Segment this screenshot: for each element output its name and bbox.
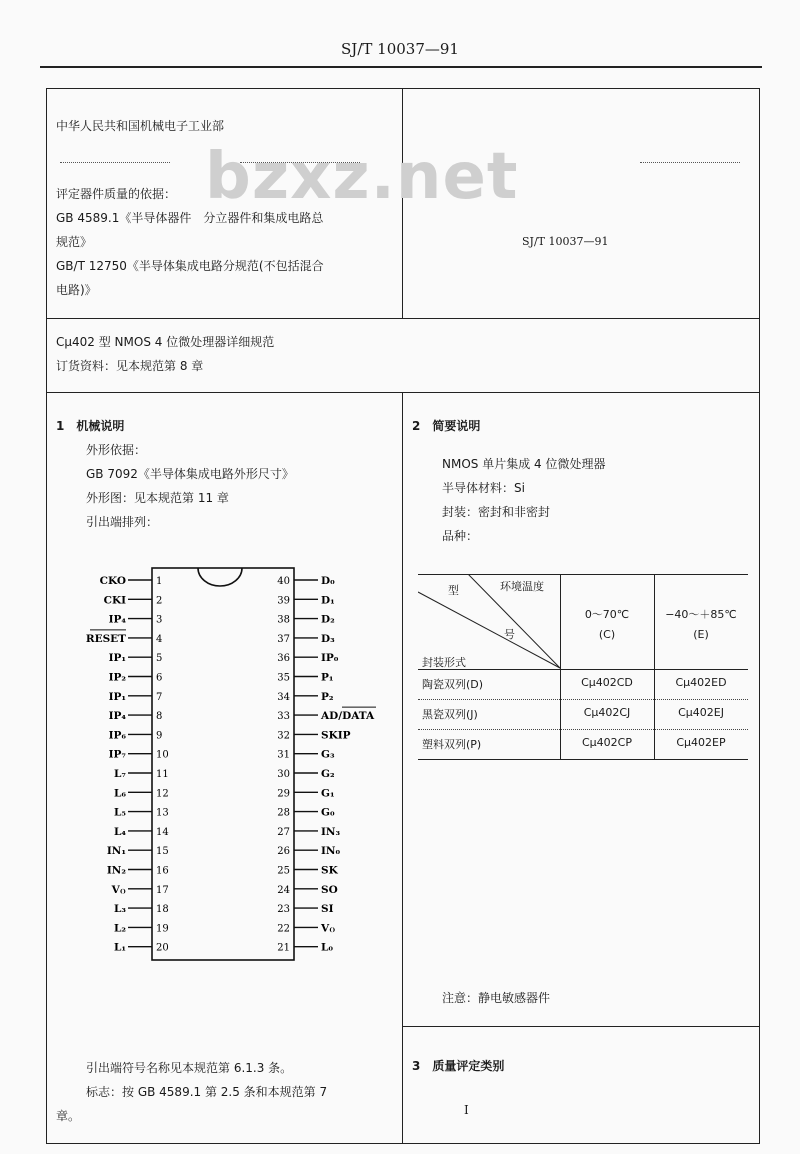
pin-number-right: 40 [277, 576, 290, 587]
section3-heading: 3 质量评定类别 [412, 1059, 505, 1073]
pin-number-right: 39 [277, 595, 290, 607]
pin-label-right: D₃ [321, 632, 335, 645]
table-header-package: 封装形式 [422, 656, 466, 669]
pin-label-right: L₀ [321, 941, 333, 954]
pin-label-left: IP₁ [108, 652, 126, 665]
section3-value: I [464, 1103, 469, 1117]
section1-line: 引出端排列： [86, 515, 159, 529]
pinout-diagram [70, 560, 390, 970]
frame-right [759, 88, 760, 1144]
pin-label-right: D₀ [321, 575, 335, 587]
section2-line: NMOS 单片集成 4 位微处理器 [442, 457, 606, 471]
pin-label-right: SKIP [321, 729, 351, 742]
pin-number-left: 12 [156, 788, 169, 800]
pin-label-right: SO [321, 883, 338, 896]
table-col-c-range: 0～70℃ [584, 608, 630, 621]
pin-number-right: 30 [277, 769, 290, 780]
pin-number-left: 10 [156, 749, 169, 761]
pin-label-right: G₁ [321, 787, 335, 800]
table-row-e: Cμ402ED [675, 676, 727, 689]
frame-bottom [46, 1143, 760, 1144]
pin-label-left: IP₂ [108, 671, 126, 684]
ministry-underline [60, 162, 170, 163]
section1-heading: 1 机械说明 [56, 419, 125, 433]
basis-title: 评定器件质量的依据： [56, 187, 177, 201]
table-row-e: Cμ402EP [676, 736, 726, 749]
pin-label-right: P₂ [321, 690, 334, 703]
pin-number-left: 1 [156, 576, 163, 587]
pin-label-left: IN₁ [106, 845, 126, 858]
pin-label-right: P₁ [321, 671, 334, 684]
pin-label-left: L₁ [114, 941, 126, 954]
pin-label-left: IP₁ [108, 690, 126, 703]
pin-number-left: 7 [156, 691, 163, 703]
table-row-package: 塑料双列(P) [422, 738, 482, 751]
frame-left [46, 88, 47, 1144]
pin-label-right: IN₃ [321, 825, 341, 838]
pin-label-left: IN₂ [106, 864, 126, 877]
section2-heading: 2 简要说明 [412, 419, 481, 433]
pin-number-left: 13 [156, 807, 169, 819]
middle-divider-vertical [402, 392, 403, 1143]
pin-number-left: 17 [156, 884, 169, 896]
pin-number-right: 33 [277, 711, 290, 723]
pin-number-left: 3 [156, 614, 163, 626]
table-header-num: 号 [504, 628, 515, 641]
section2-line: 封装：密封和非密封 [442, 505, 551, 519]
table-header-temp: 环境温度 [500, 580, 544, 593]
pin-number-right: 38 [277, 614, 290, 626]
basis-line: 规范》 [56, 235, 93, 249]
pin-number-right: 31 [277, 749, 290, 761]
table-row-c: Cμ402CP [582, 736, 632, 749]
pin-number-left: 14 [156, 826, 169, 838]
chip-body [152, 568, 294, 960]
section1-line: GB 7092《半导体集成电路外形尺寸》 [86, 467, 294, 481]
spec-title: Cμ402 型 NMOS 4 位微处理器详细规范 [56, 335, 275, 349]
pin-number-left: 11 [156, 769, 169, 780]
pin-number-right: 36 [277, 653, 290, 665]
pin-number-right: 32 [277, 730, 290, 742]
pin-label-right: IN₀ [321, 845, 341, 858]
basis-line: GB 4589.1《半导体器件 分立器件和集成电路总 [56, 211, 324, 225]
pin-label-left: RESET [85, 632, 126, 645]
pin-number-left: 18 [156, 904, 169, 916]
pin-number-right: 37 [277, 633, 290, 645]
pin-label-left: IP₆ [108, 729, 126, 742]
pin-number-left: 5 [156, 653, 163, 665]
pin-number-left: 6 [156, 672, 163, 684]
pin-label-right: G₂ [321, 768, 335, 780]
pin-number-right: 24 [277, 884, 290, 896]
pin-label-right: IP₀ [321, 652, 339, 665]
ministry-name: 中华人民共和国机械电子工业部 [56, 119, 225, 133]
section-divider [402, 1026, 760, 1027]
pin-label-right: SI [321, 903, 334, 916]
pin-label-left: CKI [103, 594, 126, 607]
section1-line: 外形依据： [86, 443, 147, 457]
chip-notch [198, 568, 242, 586]
standard-number: SJ/T 10037—91 [522, 235, 609, 248]
pin-label-right: AD/DATA [321, 710, 375, 723]
section2-line: 半导体材料：Si [442, 481, 525, 495]
section1-note-end: 章。 [56, 1109, 81, 1123]
pin-number-left: 19 [156, 923, 169, 935]
table-row-package: 黑瓷双列(J) [422, 708, 478, 721]
pin-number-left: 4 [156, 633, 163, 645]
esd-note: 注意：静电敏感器件 [442, 991, 551, 1005]
pin-number-left: 16 [156, 865, 169, 877]
table-row-c: Cμ402CJ [583, 706, 631, 719]
right-underline [640, 162, 740, 163]
top-divider-horizontal [46, 318, 760, 319]
pin-number-right: 26 [277, 846, 290, 858]
pin-number-right: 28 [277, 807, 290, 819]
pin-number-right: 25 [277, 865, 290, 877]
frame-top [46, 88, 760, 89]
table-col-c-code: (C) [598, 628, 616, 641]
pin-number-right: 22 [277, 923, 290, 935]
section1-line: 外形图：见本规范第 11 章 [86, 491, 229, 505]
pin-label-left: L₅ [114, 806, 126, 819]
order-info: 订货资料：见本规范第 8 章 [56, 359, 204, 373]
header-rule [40, 66, 762, 68]
basis-line: GB/T 12750《半导体集成电路分规范(不包括混合 [56, 259, 324, 273]
table-row-c: Cμ402CD [581, 676, 633, 689]
pin-number-right: 29 [277, 788, 290, 800]
section1-note: 引出端符号名称见本规范第 6.1.3 条。 [86, 1061, 293, 1075]
pin-number-left: 15 [156, 846, 169, 858]
basis-line: 电路)》 [56, 283, 97, 297]
variants-table [418, 574, 748, 760]
table-header-type: 型 [448, 584, 459, 597]
spec-divider [46, 392, 760, 393]
pin-label-left: L₃ [114, 903, 126, 916]
pin-label-right: V₍₎ [321, 922, 336, 935]
pin-number-right: 35 [277, 672, 290, 684]
pin-label-left: IP₇ [108, 748, 126, 761]
pin-label-left: L₆ [114, 787, 126, 800]
pin-label-right: G₃ [321, 748, 335, 761]
pin-number-left: 9 [156, 730, 163, 742]
pin-label-left: L₇ [114, 768, 126, 780]
ministry-underline [240, 162, 360, 163]
pin-label-left: L₄ [114, 825, 126, 838]
pin-number-right: 23 [277, 904, 290, 916]
table-row-e: Cμ402EJ [678, 706, 724, 719]
pin-number-left: 8 [156, 711, 163, 723]
table-row-package: 陶瓷双列(D) [422, 678, 484, 691]
pin-number-right: 21 [277, 942, 290, 954]
section2-line: 品种： [442, 529, 479, 543]
pin-number-left: 20 [156, 942, 169, 954]
pin-label-right: D₂ [321, 613, 335, 626]
pin-label-left: CKO [99, 575, 126, 587]
pin-label-right: D₁ [321, 594, 335, 607]
pin-label-right: G₀ [321, 806, 335, 819]
table-col-e-range: −40～＋85℃ [665, 608, 737, 621]
pin-label-left: IP₄ [108, 613, 126, 626]
pin-label-left: V₍₎ [111, 883, 126, 896]
page-header: SJ/T 10037—91 [341, 40, 459, 58]
pin-number-left: 2 [156, 595, 163, 607]
watermark: bzxz.net [205, 140, 519, 214]
pin-label-right: SK [321, 864, 338, 877]
pin-number-right: 27 [277, 826, 290, 838]
pin-label-left: IP₄ [108, 710, 126, 723]
pin-number-right: 34 [277, 691, 290, 703]
section1-note: 标志：按 GB 4589.1 第 2.5 条和本规范第 7 [86, 1085, 328, 1099]
table-col-e-code: (E) [693, 628, 709, 641]
pin-label-left: L₂ [114, 922, 126, 935]
